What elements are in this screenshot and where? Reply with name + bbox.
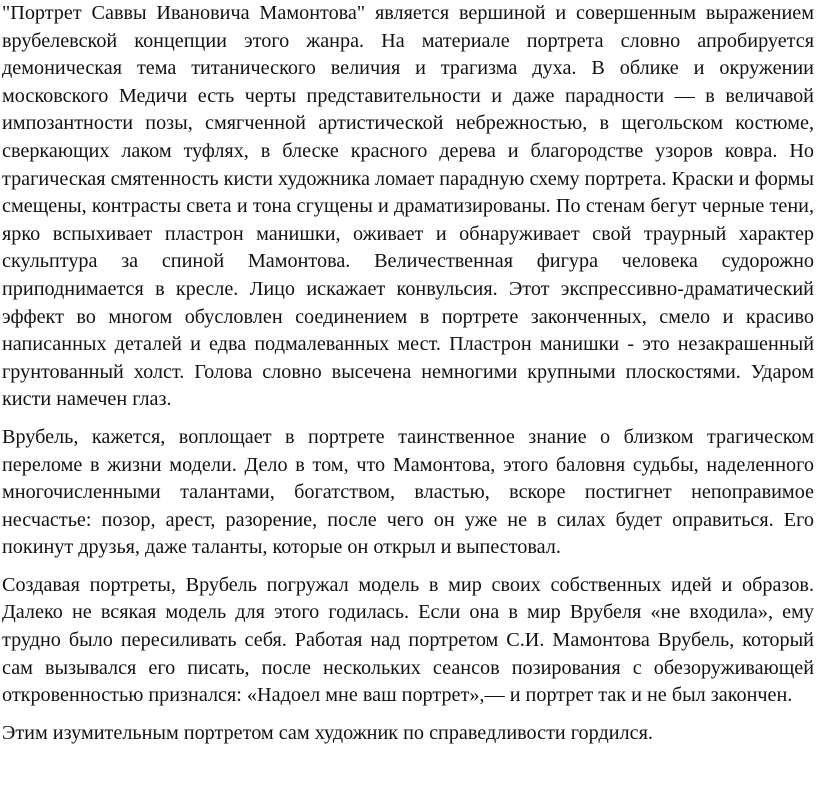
- paragraph-creating-portraits: Создавая портреты, Врубель погружал модель в мир своих собственных идей и образов. Далеко не всякая модель для этого годилась. Если она в мир Врубеля «не входила», ему трудно было пересиливать себя. Работая над портретом С.И. Мамонтова Врубель, который сам вызывался его писать, после нескольких сеансов позирования с обезоруживающей откровенностью признался: «Надоел мне ваш портрет»,— и портрет так и не был закончен.: [2, 573, 814, 707]
- paragraph-artist-pride: Этим изумительным портретом сам художник по справедливости гордился.: [2, 721, 653, 744]
- paragraph-portrait-description: "Портрет Саввы Ивановича Мамонтова" является вершиной и совершенным выражением врубелевской концепции этого жанра. На материале портрета словно апробируется демоническая тема титанического величия и трагизма духа. В облике и окружении московского Медичи есть черты представительности и даже парадности — в величавой импозантности позы, смягченной артистической небрежностью, в щегольском костюме, сверкающих лаком туфлях, в блеске красного дерева и благородстве узоров ковра. Но трагическая смятенность кисти художника ломает парадную схему портрета. Краски и формы смещены, контрасты света и тона сгущены и драматизированы. По стенам бегут черные тени, ярко вспыхивает пластрон манишки, оживает и обнаруживает свой траурный характер скульптура за спиной Мамонтова. Величественная фигура человека судорожно приподнимается в кресле. Лицо искажает конвульсия. Этот экспрессивно-драматический эффект во многом обусловлен соединением в портрете законченных, смело и красиво написанных деталей и едва подмалеванных мест. Пластрон манишки - это незакрашенный грунтованный холст. Голова словно высечена немногими крупными плоскостями. Ударом кисти намечен глаз.: [2, 2, 814, 411]
- paragraph-tragic-turn: Врубель, кажется, воплощает в портрете таинственное знание о близком трагическом переломе в жизни модели. Дело в том, что Мамонтова, этого баловня судьбы, наделенного многочисленными талантами, богатством, властью, вскоре постигнет непоправимое несчастье: позор, арест, разорение, после чего он уже не в силах будет оправиться. Его покинут друзья, даже таланты, которые он открыл и выпестовал.: [2, 425, 814, 559]
